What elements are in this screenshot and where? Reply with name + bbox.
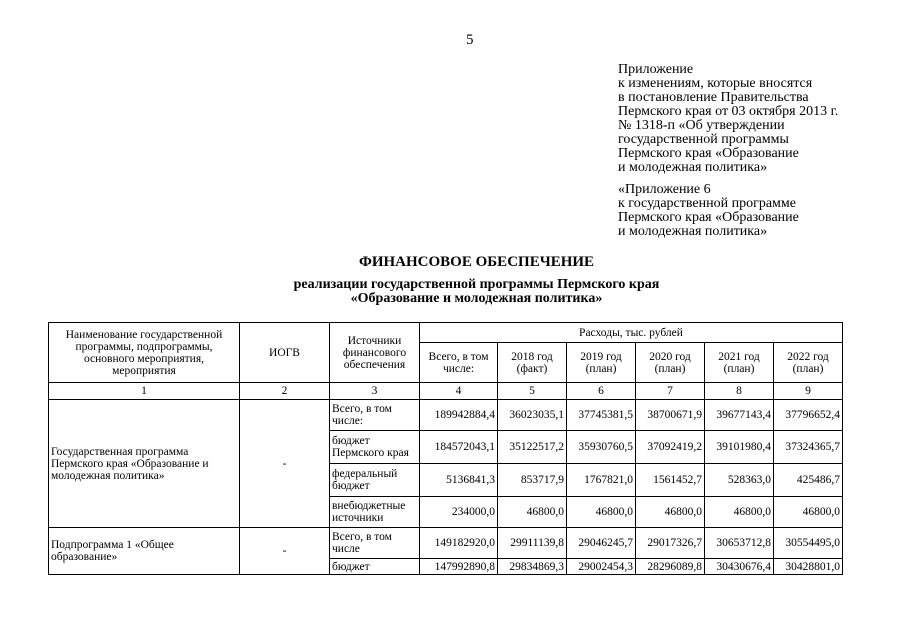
column-number: 1: [49, 383, 240, 400]
value-cell: 1767821,0: [567, 464, 636, 497]
column-number: 8: [705, 383, 774, 400]
column-number: 4: [420, 383, 498, 400]
value-cell: 46800,0: [567, 497, 636, 528]
appendix6-line: и молодежная политика»: [618, 224, 768, 239]
value-cell: 37092419,2: [636, 431, 705, 464]
source-cell: Всего, в том числе: [330, 528, 420, 559]
value-cell: 36023035,1: [498, 400, 567, 431]
value-cell: 38700671,9: [636, 400, 705, 431]
column-number: 7: [636, 383, 705, 400]
program-iogv: -: [240, 400, 330, 528]
value-cell: 46800,0: [705, 497, 774, 528]
value-cell: 30653712,8: [705, 528, 774, 559]
value-cell: 37324365,7: [774, 431, 843, 464]
source-cell: федеральный бюджет: [330, 464, 420, 497]
column-number: 3: [330, 383, 420, 400]
source-cell: бюджет: [330, 559, 420, 575]
value-cell: 149182920,0: [420, 528, 498, 559]
value-cell: 29834869,3: [498, 559, 567, 575]
header-total: Всего, в том числе:: [420, 343, 498, 383]
value-cell: 147992890,8: [420, 559, 498, 575]
header-2018: 2018 год (факт): [498, 343, 567, 383]
value-cell: 46800,0: [774, 497, 843, 528]
header-iogv: ИОГВ: [240, 323, 330, 383]
value-cell: 29911139,8: [498, 528, 567, 559]
value-cell: 35930760,5: [567, 431, 636, 464]
value-cell: 425486,7: [774, 464, 843, 497]
header-2019: 2019 год (план): [567, 343, 636, 383]
column-number: 9: [774, 383, 843, 400]
value-cell: 189942884,4: [420, 400, 498, 431]
value-cell: 39677143,4: [705, 400, 774, 431]
appendix-line: и молодежная политика»: [618, 160, 768, 175]
header-2021: 2021 год (план): [705, 343, 774, 383]
appendix6-line: Пермского края «Образование: [618, 210, 799, 225]
source-cell: внебюджетные источники: [330, 497, 420, 528]
appendix-line: Приложение: [618, 62, 694, 77]
column-number: 6: [567, 383, 636, 400]
value-cell: 853717,9: [498, 464, 567, 497]
document-title: ФИНАНСОВОЕ ОБЕСПЕЧЕНИЕ: [358, 254, 595, 270]
value-cell: 528363,0: [705, 464, 774, 497]
page-number: 5: [466, 32, 474, 48]
appendix6-line: к государственной программе: [618, 196, 796, 211]
value-cell: 29017326,7: [636, 528, 705, 559]
value-cell: 37745381,5: [567, 400, 636, 431]
value-cell: 30554495,0: [774, 528, 843, 559]
document-subtitle-line2: «Образование и молодежная политика»: [350, 291, 603, 306]
appendix6-note: [618, 183, 799, 239]
appendix-line: в постановление Правительства: [618, 90, 809, 105]
column-number-row: [49, 383, 843, 400]
value-cell: 46800,0: [636, 497, 705, 528]
value-cell: 28296089,8: [636, 559, 705, 575]
value-cell: 46800,0: [498, 497, 567, 528]
header-2022: 2022 год (план): [774, 343, 843, 383]
value-cell: 1561452,7: [636, 464, 705, 497]
value-cell: 29046245,7: [567, 528, 636, 559]
value-cell: 184572043,1: [420, 431, 498, 464]
financing-table: [48, 322, 843, 575]
column-number: 2: [240, 383, 330, 400]
source-cell: Всего, в том числе:: [330, 400, 420, 431]
column-number: 5: [498, 383, 567, 400]
subprogram-iogv: -: [240, 528, 330, 575]
value-cell: 39101980,4: [705, 431, 774, 464]
header-2020: 2020 год (план): [636, 343, 705, 383]
appendix-line: № 1318-п «Об утверждении: [618, 118, 785, 133]
appendix-line: Пермского края от 03 октября 2013 г.: [618, 104, 839, 119]
table-row: [49, 528, 843, 559]
appendix6-line: «Приложение 6: [618, 182, 711, 197]
appendix-line: к изменениям, которые вносятся: [618, 76, 813, 91]
value-cell: 30430676,4: [705, 559, 774, 575]
table-row: [49, 400, 843, 431]
value-cell: 234000,0: [420, 497, 498, 528]
header-expenses: Расходы, тыс. рублей: [420, 323, 843, 343]
value-cell: 35122517,2: [498, 431, 567, 464]
value-cell: 37796652,4: [774, 400, 843, 431]
subprogram-name: Подпрограмма 1 «Общее образование»: [49, 528, 240, 575]
header-name: Наименование государственной программы, подпрограммы, основного мероприятия, мероприятия: [49, 323, 240, 383]
program-name: Государственная программа Пермского края «Образование и молодежная политика»: [49, 400, 240, 528]
source-cell: бюджет Пермского края: [330, 431, 420, 464]
appendix-line: Пермского края «Образование: [618, 146, 799, 161]
value-cell: 5136841,3: [420, 464, 498, 497]
appendix-line: государственной программы: [618, 132, 789, 147]
value-cell: 29002454,3: [567, 559, 636, 575]
header-sources: Источники финансового обеспечения: [330, 323, 420, 383]
appendix-note: [618, 63, 838, 175]
value-cell: 30428801,0: [774, 559, 843, 575]
document-subtitle-line1: реализации государственной программы Пермского края: [293, 277, 660, 292]
